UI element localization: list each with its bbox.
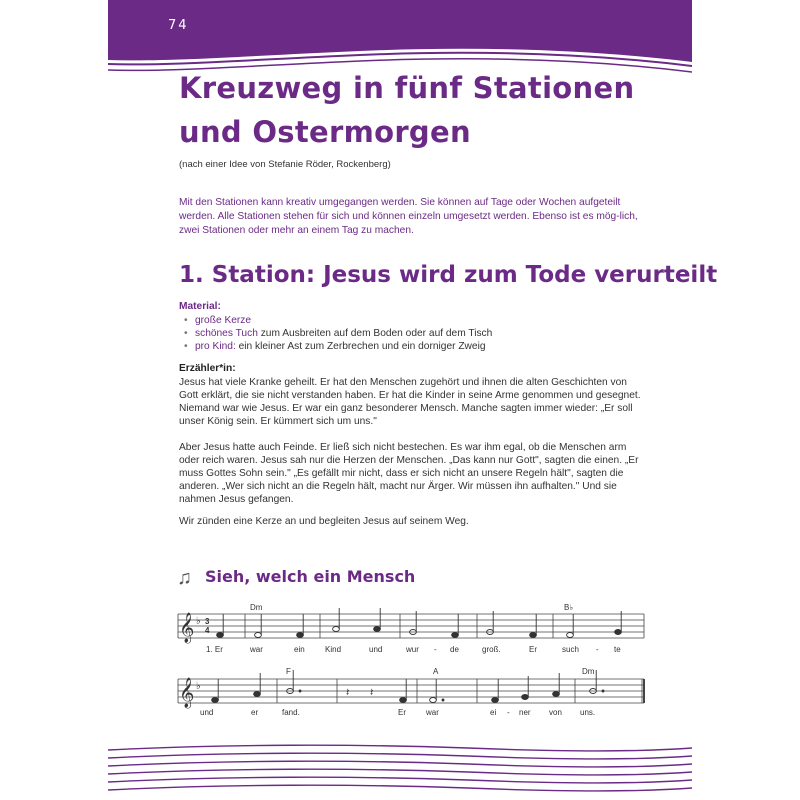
page-number: 74 bbox=[168, 18, 189, 33]
material-item: • große Kerze bbox=[179, 314, 492, 327]
treble-clef: 𝄞 bbox=[179, 613, 195, 643]
lyric: groß. bbox=[482, 645, 501, 654]
lyric: fand. bbox=[282, 708, 300, 717]
material-item: • pro Kind: ein kleiner Ast zum Zerbrechen und ein dorniger Zweig bbox=[179, 340, 492, 353]
lyric: - bbox=[434, 645, 437, 654]
lyric: und bbox=[200, 708, 214, 717]
lyric: er bbox=[251, 708, 259, 717]
narration-paragraph: Jesus hat viele Kranke geheilt. Er hat den Menschen zugehört und ihnen die alten Geschichten von Gott erklärt, die sie nicht verstanden haben. Er hat die Kinder in seine Arme genommen und gesegnet. Niemand war wie Jesus. Er war ein ganz besonderer Mensch. Manche sagten immer wieder: „Er soll unser König sein. Er kümmert sich um uns." bbox=[179, 377, 641, 427]
music-note-icon: ♫ bbox=[177, 567, 192, 589]
lyric: ein bbox=[294, 645, 305, 654]
lyric: - bbox=[596, 645, 599, 654]
staff-line-2 bbox=[178, 679, 644, 703]
notes-line-2 bbox=[212, 670, 604, 703]
song-title: Sieh, welch ein Mensch bbox=[205, 567, 416, 586]
narration-paragraph: Aber Jesus hatte auch Feinde. Er ließ sich nicht bestechen. Es war ihm egal, ob die Menschen arm oder reich waren. Jesus sah nur die Herzen der Menschen. „Das kann nur Gott", sagten die einen. „Er muss Gottes Sohn sein." „Es gefällt mir nicht, dass er sich nicht an unsere Regeln hält", sagten die anderen. „Wer sich nicht an die Regeln hält, macht nur Ärger. Wir müssen ihn aufhalten." Und sie nahmen Jesus gefangen. bbox=[179, 442, 639, 505]
chord-label: B♭ bbox=[564, 603, 574, 612]
lyric: te bbox=[614, 645, 621, 654]
material-item: • schönes Tuch zum Ausbreiten auf dem Boden oder auf dem Tisch bbox=[179, 327, 492, 340]
lyric: such bbox=[562, 645, 579, 654]
title-line-1: Kreuzweg in fünf Stationen bbox=[179, 71, 635, 105]
svg-text:♭: ♭ bbox=[196, 681, 201, 692]
bottom-decoration bbox=[108, 742, 692, 800]
chord-label: Dm bbox=[582, 667, 595, 676]
lyric: uns. bbox=[580, 708, 596, 717]
lyric: Kind bbox=[325, 645, 342, 654]
svg-text:𝄽: 𝄽 bbox=[346, 687, 350, 699]
lyric: war bbox=[426, 708, 439, 717]
lyric: und bbox=[369, 645, 383, 654]
narration-paragraph: Wir zünden eine Kerze an und begleiten Jesus auf seinem Weg. bbox=[179, 516, 469, 527]
svg-text:𝄞: 𝄞 bbox=[179, 678, 195, 708]
lyric: ner bbox=[519, 708, 531, 717]
source-note: (nach einer Idee von Stefanie Röder, Rockenberg) bbox=[179, 159, 391, 170]
station-title: 1. Station: Jesus wird zum Tode verurteilt bbox=[179, 262, 718, 288]
svg-text:4: 4 bbox=[205, 626, 210, 635]
narrator-label: Erzähler*in: bbox=[179, 363, 236, 374]
lyric: - bbox=[507, 708, 510, 717]
chord-label: F bbox=[286, 667, 291, 676]
time-signature: 3 bbox=[205, 617, 210, 626]
chord-label: A bbox=[433, 667, 439, 676]
svg-text:𝄽: 𝄽 bbox=[370, 687, 374, 699]
material-label: Material: bbox=[179, 301, 221, 312]
lyrics-line-2 bbox=[200, 708, 595, 717]
title-line-2: und Ostermorgen bbox=[179, 115, 471, 149]
lyric: 1. Er bbox=[206, 645, 223, 654]
lyric: ei bbox=[490, 708, 497, 717]
lyric: von bbox=[549, 708, 562, 717]
lyric: de bbox=[450, 645, 459, 654]
intro-paragraph: Mit den Stationen kann kreativ umgegangen werden. Sie können auf Tage oder Wochen aufgeteilt werden. Alle Stationen stehen für sich und können einzeln umgesetzt werden. Ebenso ist es mög-lich, zwei Stationen oder mehr an einem Tag zu machen. bbox=[179, 197, 638, 236]
lyric: Er bbox=[398, 708, 406, 717]
lyric: war bbox=[250, 645, 263, 654]
flat-sign: ♭ bbox=[196, 616, 201, 627]
lyrics-line-1 bbox=[206, 645, 621, 654]
lyric: Er bbox=[529, 645, 537, 654]
chord-label: Dm bbox=[250, 603, 263, 612]
lyric: wur bbox=[406, 645, 419, 654]
notes-line-1 bbox=[217, 608, 622, 638]
